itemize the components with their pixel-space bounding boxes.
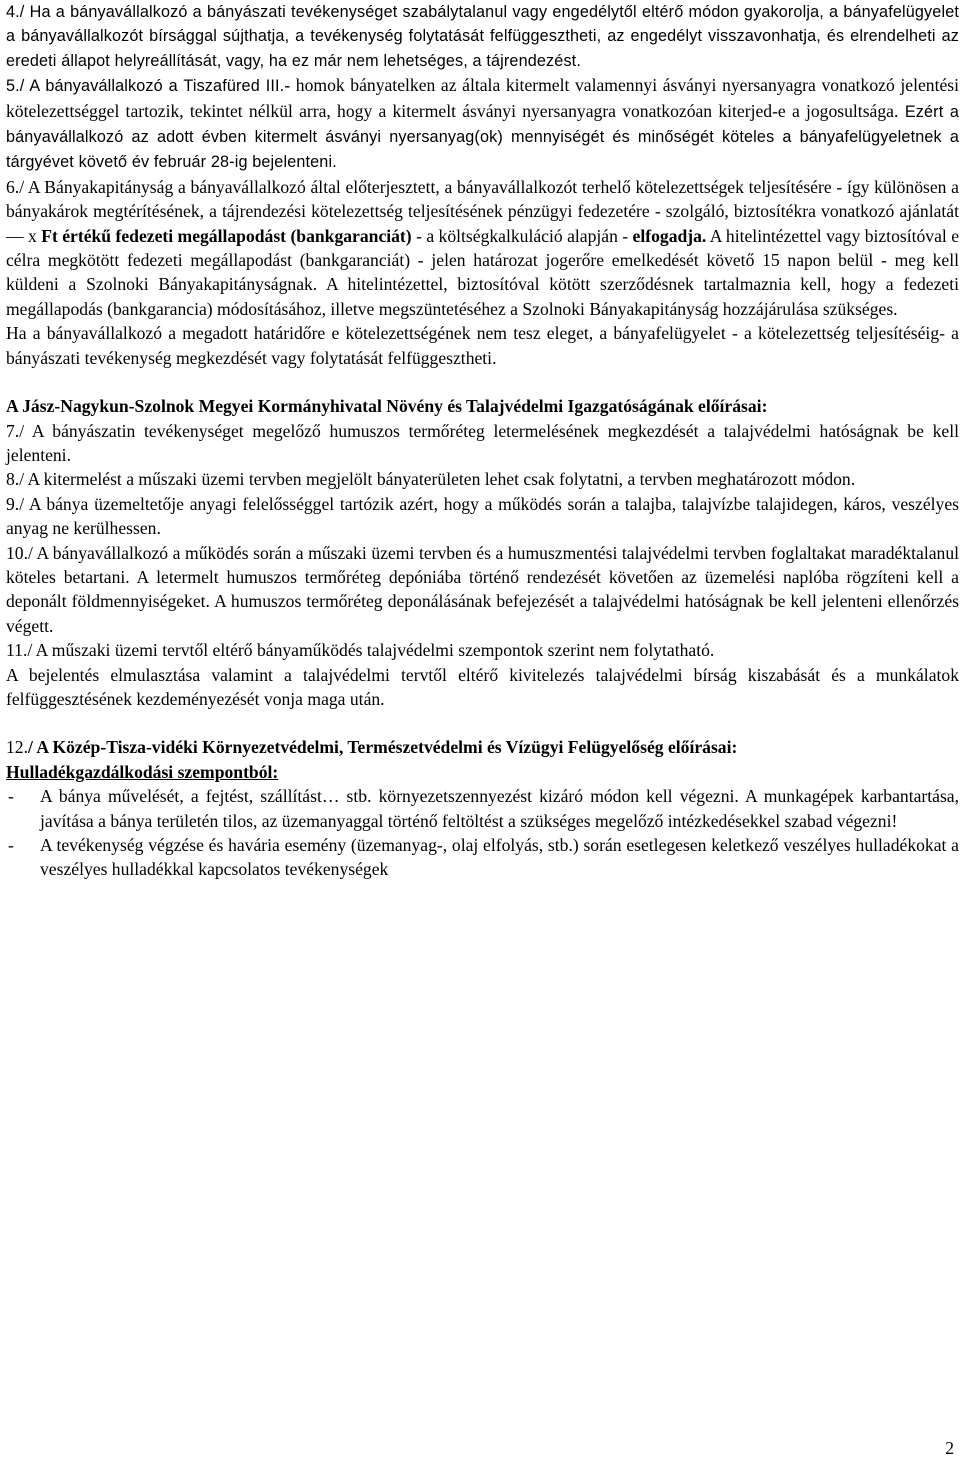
paragraph-6-part-a: 6./ A Bányakapitányság a bányavállalkozó által előterjesztett, a bányavállalkozót terhelő kötelezettségek teljesítésére - így különösen a bányakárok megtérítésének, a tájrendezési kötelezettség teljesítésének pénzügyi fedezetére - szolgáló, biztosítékra vonatkozó ajánlatát ― x: [6, 176, 959, 246]
spacer: [6, 711, 959, 735]
list-item: [6, 833, 959, 882]
paragraph-10: 10./ A bányavállalkozó a működés során a műszaki üzemi tervben és a humuszmentési talajvédelmi tervben foglaltakat maradéktalanul köteles betartani. A letermelt humuszos termőréteg depóniába történő rendezését követően az üzemelési naplóba rögzíteni kell a deponált földmennyiségeket. A humuszos termőréteg deponálásának befejezését a talajvédelmi hatóságnak be kell jelenteni ellenőrzés végett.: [6, 542, 959, 636]
paragraph-11b: A bejelentés elmulasztása valamint a talajvédelmi tervtől eltérő kivitelezés talajvédelmi bírság kiszabását és a munkálatok felfüggesztésének kezdeményezését vonja maga után.: [6, 664, 959, 709]
paragraph-12-number: 12.: [6, 737, 28, 758]
list-item-text: A bánya művelését, a fejtést, szállítást… stb. környezetszennyezést kizáró módon kell végezni. A munkagépek karbantartása, javítása a bánya területén tilos, az üzemanyaggal történő feltöltést a szükséges megelőző intézkedésekkel szabad végezni!: [40, 786, 959, 831]
paragraph-11: 11./ A műszaki üzemi tervtől eltérő bányaműködés talajvédelmi szempontok szerint nem folytatható.: [6, 640, 715, 661]
bullet-dash: -: [8, 835, 14, 855]
paragraph-6: [6, 175, 959, 321]
list-item: [6, 784, 959, 833]
page-number: 2: [945, 1438, 954, 1458]
paragraph-5-body: - homok bányatelken az általa kitermelt valamennyi ásványi nyersanyagra vonatkozó jelentési kötelezettséggel tartozik, tekintet nélkül arra, hogy a kitermelt ásványi nyersanyagra vonatkozóan kiterjed-e a jogosultsága.: [6, 75, 960, 121]
document-page: [6, 0, 959, 1474]
paragraph-6-bold-guarantee: Ft értékű fedezeti megállapodást (bankgaranciát): [41, 225, 412, 246]
paragraph-8: 8./ A kitermelést a műszaki üzemi tervben megjelölt bányaterületen lehet csak folytatni, a tervben meghatározott módon.: [6, 469, 856, 490]
paragraph-6-part-e: A hitelintézettel vagy biztosítóval e célra megkötött fedezeti megállapodást (bankgaranciát) - jelen határozat jogerőre emelkedését követő 15 napon belül - meg kell küldeni a Szolnoki Bányakapitányságnak. A hitelintézettel, biztosítóval kötött szerződésnek tartalmaznia kell, hogy a fedezeti megállapodás (bankgarancia) módosításához, illetve megszüntetéséhez a Szolnoki Bányakapitányság hozzájárulása szükséges.: [6, 225, 959, 319]
paragraph-5-lead: 5./ A bányavállalkozó a Tiszafüred III.: [6, 77, 285, 96]
paragraph-6-bold-accept: elfogadja.: [632, 225, 707, 246]
paragraph-5-tail: Ezért a bányavállalkozó az adott évben kitermelt ásványi nyersanyag(ok) mennyiségét és minőségét köteles a bányafelügyeletnek a tárgyévet követő év február 28-ig bejelenteni.: [6, 102, 959, 172]
paragraph-9: 9./ A bánya üzemeltetője anyagi felelősséggel tartózik azért, hogy a működés során a talajba, talajvízbe talajidegen, káros, veszélyes anyag ne kerülhessen.: [6, 493, 959, 539]
list-item-text: A tevékenység végzése és havária esemény (üzemanyag-, olaj elfolyás, stb.) során esetlegesen keletkező veszélyes hulladékokat a veszélyes hulladékkal kapcsolatos tevékenységek: [40, 835, 959, 880]
paragraph-4: 4./ Ha a bányavállalkozó a bányászati tevékenységet szabálytalanul vagy engedélytől eltérő módon gyakorolja, a bányafelügyelet a bányavállalkozót bírsággal sújthatja, a tevékenység folytatását felfüggesztheti, az engedélyt visszavonhatja, és elrendelheti az eredeti állapot helyreállítását, vagy, ha ez már nem lehetséges, a tájrendezést.: [6, 3, 959, 70]
waste-bullet-list: [6, 784, 959, 882]
bullet-dash: -: [8, 786, 14, 807]
spacer: [6, 370, 959, 394]
section-heading-soil-protection: A Jász-Nagykun-Szolnok Megyei Kormányhivatal Növény és Talajvédelmi Igazgatóságának előírásai:: [6, 396, 768, 417]
section-heading-waste: Hulladékgazdálkodási szempontból:: [6, 761, 279, 782]
paragraph-6-part-c: - a költségkalkuláció alapján -: [411, 225, 633, 246]
paragraph-5: [6, 73, 959, 175]
paragraph-6b: Ha a bányavállalkozó a megadott határidőre e kötelezettségének nem tesz eleget, a bányafelügyelet - a kötelezettség teljesítéséig- a bányászati tevékenység megkezdését vagy folytatását felfüggesztheti.: [6, 323, 959, 368]
paragraph-7: 7./ A bányászatin tevékenységet megelőző humuszos termőréteg letermelésének megkezdését a talajvédelmi hatóságnak be kell jelenteni.: [6, 420, 959, 465]
paragraph-12-title: / A Közép-Tisza-vidéki Környezetvédelmi, Természetvédelmi és Vízügyi Felügyelőség előírásai:: [28, 737, 738, 758]
paragraph-12-heading: [6, 735, 959, 759]
